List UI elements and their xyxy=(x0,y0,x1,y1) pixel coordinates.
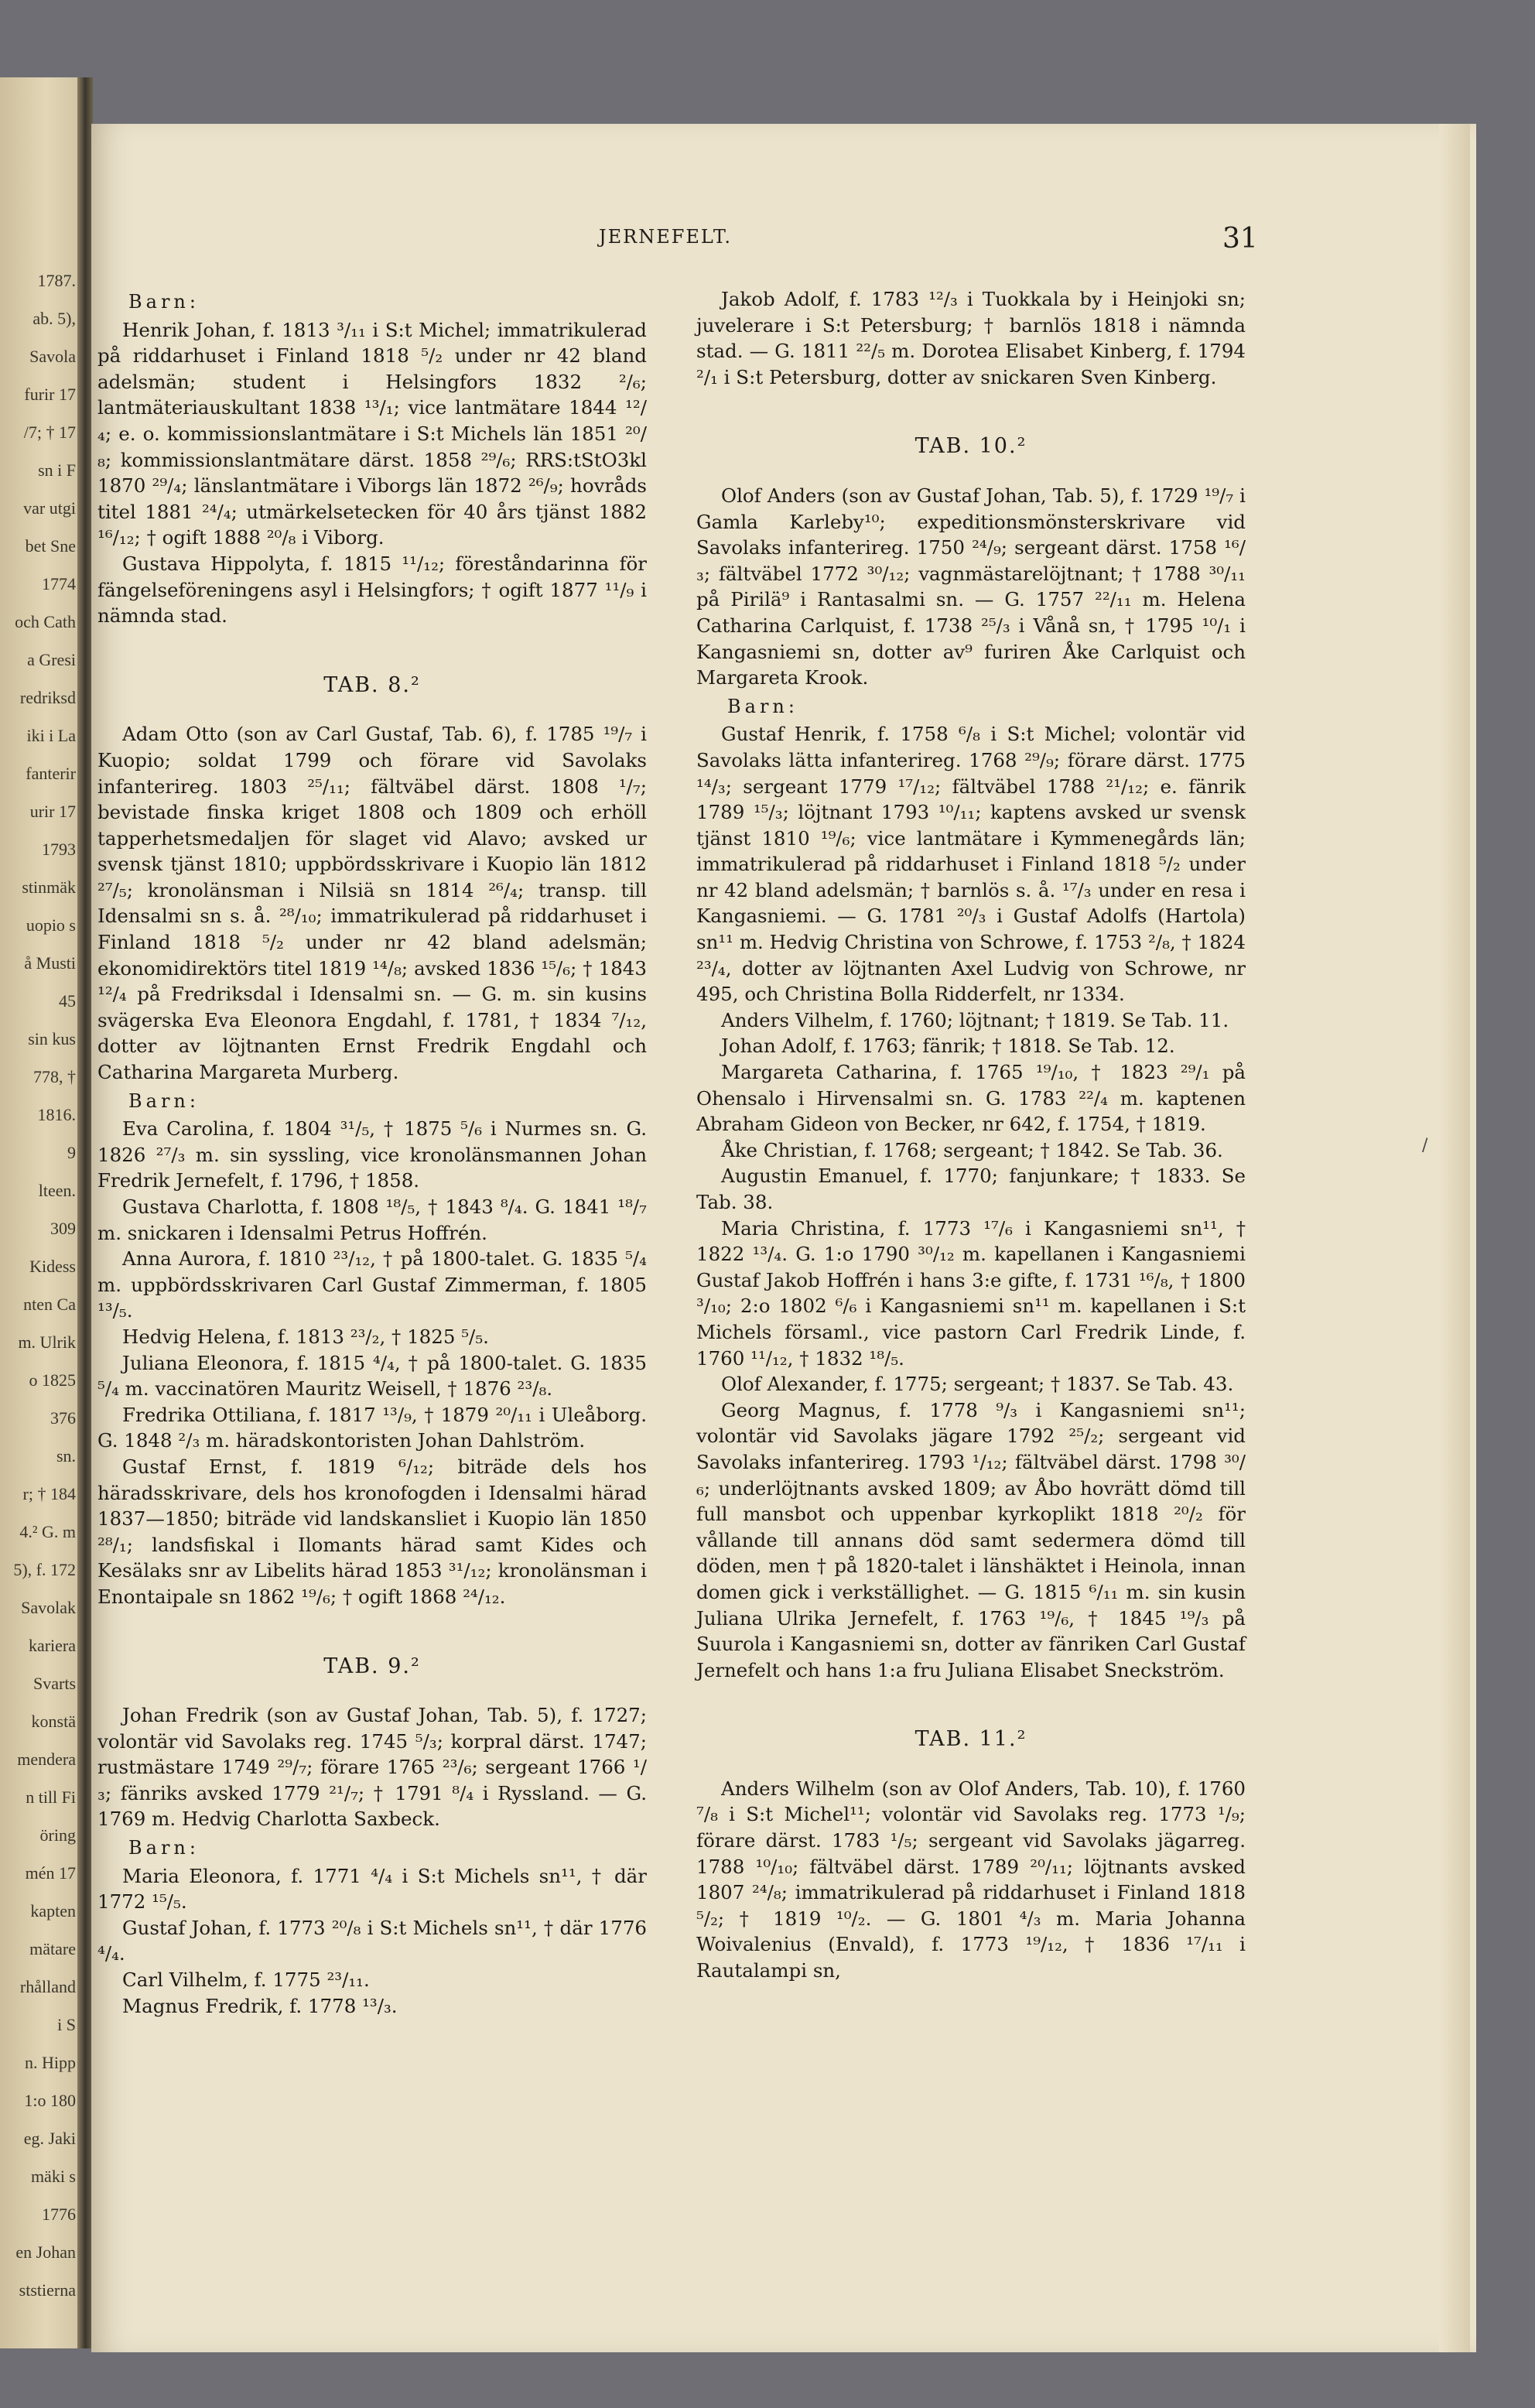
genealogy-entry: Gustava Hippolyta, f. 1815 ¹¹/₁₂; föreståndarinna för fängelseföreningens asyl i Helsingfors; † ogift 1877 ¹¹/₉ i nämnda stad. xyxy=(97,552,647,628)
margin-fragment: 1776 xyxy=(42,2204,76,2224)
margin-fragment: 1787. xyxy=(37,271,76,290)
margin-fragment: urir 17 xyxy=(29,802,76,821)
margin-fragment: ststierna xyxy=(19,2280,76,2300)
margin-fragment: 5), f. 172 xyxy=(13,1560,76,1579)
margin-fragment: lteen. xyxy=(38,1181,76,1200)
genealogy-entry: Jakob Adolf, f. 1783 ¹²/₃ i Tuokkala by i Heinjoki sn; juvelerare i S:t Petersburg; † barnlös 1818 i nämnda stad. — G. 1811 ²²/₅ m. Dorotea Elisabet Kinberg, f. 1794 ²/₁ i S:t Petersburg, dotter av snickaren Sven Kinberg. xyxy=(696,288,1246,388)
margin-fragment: å Musti xyxy=(24,953,76,973)
table-heading: TAB. 9.² xyxy=(323,1654,421,1678)
right-column xyxy=(696,286,1246,1984)
margin-fragment: fanterir xyxy=(26,764,76,783)
book-gutter xyxy=(77,77,93,2348)
margin-fragment: sn i F xyxy=(38,460,76,480)
table-heading: TAB. 10.² xyxy=(915,434,1027,459)
margin-fragment: öring xyxy=(39,1825,76,1845)
margin-fragment: eg. Jaki xyxy=(23,2129,76,2148)
genealogy-entry: Fredrika Ottiliana, f. 1817 ¹³/₉, † 1879 ²⁰/₁₁ i Uleåborg. G. 1848 ²/₃ m. häradskontoristen Johan Dahlström. xyxy=(97,1403,647,1452)
genealogy-entry: Anders Wilhelm (son av Olof Anders, Tab. 10), f. 1760 ⁷/₈ i S:t Michel¹¹; volontär vid Savolaks reg. 1773 ¹/₉; förare därst. 1783 ¹/₅; sergeant vid Savolaks jägarreg. 1788 ¹⁰/₁₀; fältväbel därst. 1789 ²⁰/₁₁; löjtnants avsked 1807 ²⁴/₈; immatrikulerad på riddarhuset i Finland 1818 ⁵/₂; † 1819 ¹⁰/₂. — G. 1801 ⁴/₃ m. Maria Johanna Woivalenius (Envald), f. 1773 ¹⁹/₁₂, † 1836 ¹⁷/₁₁ i Rautalampi sn, xyxy=(696,1777,1246,1982)
margin-fragment: redriksd xyxy=(19,688,76,707)
children-label: Barn: xyxy=(727,695,798,717)
genealogy-entry: Magnus Fredrik, f. 1778 ¹³/₃. xyxy=(122,1994,398,2017)
margin-fragment: Savolak xyxy=(21,1598,76,1617)
margin-fragment: furir 17 xyxy=(24,385,76,404)
genealogy-entry: Eva Carolina, f. 1804 ³¹/₅, † 1875 ⁵/₆ i Nurmes sn. G. 1826 ²⁷/₃ m. sin syssling, vice kronolänsmannen Johan Fredrik Jernefelt, f. 1796, † 1858. xyxy=(97,1117,647,1192)
children-label: Barn: xyxy=(128,291,200,313)
genealogy-entry: Olof Anders (son av Gustaf Johan, Tab. 5), f. 1729 ¹⁹/₇ i Gamla Karleby¹⁰; expeditionsmönsterskrivare vid Savolaks infanterireg. 1750 ²⁴/₉; sergeant därst. 1758 ¹⁶/₃; fältväbel 1772 ³⁰/₁₂; vagnmästarelöjtnant; † 1788 ³⁰/₁₁ på Pirilä⁹ i Rantasalmi sn. — G. 1757 ²²/₁₁ m. Helena Catharina Carlquist, f. 1738 ²⁵/₃ i Vånå sn, † 1795 ¹⁰/₁ i Kangasniemi sn, dotter av⁹ furiren Åke Carlquist och Margareta Krook. xyxy=(696,484,1246,689)
margin-fragment: uopio s xyxy=(26,915,76,935)
genealogy-entry: Maria Eleonora, f. 1771 ⁴/₄ i S:t Michels sn¹¹, † där 1772 ¹⁵/₅. xyxy=(97,1864,647,1914)
margin-fragment: Kidess xyxy=(29,1257,76,1276)
margin-fragment: 1816. xyxy=(37,1105,76,1124)
margin-fragment: 4.² G. m xyxy=(19,1522,76,1541)
margin-fragment: kariera xyxy=(28,1636,76,1655)
margin-fragment: stinmäk xyxy=(22,877,76,897)
genealogy-entry: Carl Vilhelm, f. 1775 ²³/₁₁. xyxy=(122,1968,370,1992)
margin-fragment: a Gresi xyxy=(27,650,76,669)
children-label: Barn: xyxy=(128,1837,200,1859)
margin-fragment: 1793 xyxy=(42,840,76,859)
margin-fragment: m. Ulrik xyxy=(18,1332,76,1352)
genealogy-entry: Augustin Emanuel, f. 1770; fanjunkare; † 1833. Se Tab. 38. xyxy=(696,1165,1246,1213)
margin-fragment: rhålland xyxy=(19,1977,76,1996)
genealogy-entry: Gustaf Ernst, f. 1819 ⁶/₁₂; biträde dels hos häradsskrivare, dels hos kronofogden i Idensalmi härad 1837—1850; biträde vid landskansliet i Kuopio län 1850 ²⁸/₁; landsfiskal i Ilomants härad samt Kides och Kesälaks snr av Libelits härad 1853 ³¹/₁₂; kronolänsman i Enontaipale sn 1862 ¹⁹/₆; † ogift 1868 ²⁴/₁₂. xyxy=(97,1455,647,1608)
genealogy-entry: Henrik Johan, f. 1813 ³/₁₁ i S:t Michel; immatrikulerad på riddarhuset i Finland 1818 ⁵/₂ under nr 42 bland adelsmän; student i Helsingfors 1832 ²/₆; lantmäteriauskultant 1838 ¹³/₁; vice lantmätare 1844 ¹²/₄; e. o. kommissionslantmätare i S:t Michels län 1851 ²⁰/₈; kommissionslantmätare därst. 1858 ²⁹/₆; RRS:tStO3kl 1870 ²⁹/₄; länslantmätare i Viborgs län 1872 ²⁶/₉; hovråds titel 1881 ²⁴/₄; utmärkelsetecken för 40 års tjänst 1882 ¹⁶/₁₂; † ogift 1888 ²⁰/₈ i Viborg. xyxy=(97,318,647,549)
genealogy-entry: Gustaf Johan, f. 1773 ²⁰/₈ i S:t Michels sn¹¹, † där 1776 ⁴/₄. xyxy=(97,1916,647,1965)
margin-fragment: o 1825 xyxy=(29,1370,76,1390)
margin-fragment: Savola xyxy=(29,347,76,366)
margin-fragment: /7; † 17 xyxy=(23,422,76,442)
table-heading: TAB. 11.² xyxy=(915,1727,1027,1752)
genealogy-entry: Gustava Charlotta, f. 1808 ¹⁸/₅, † 1843 ⁸/₄. G. 1841 ¹⁸/₇ m. snickaren i Idensalmi Petrus Hoffrén. xyxy=(97,1195,647,1244)
margin-fragment: mätare xyxy=(29,1939,76,1958)
genealogy-entry: Juliana Eleonora, f. 1815 ⁴/₄, † på 1800-talet. G. 1835 ⁵/₄ m. vaccinatören Mauritz Weisell, † 1876 ²³/₈. xyxy=(97,1351,647,1401)
margin-fragment: ab. 5), xyxy=(32,309,76,328)
margin-fragment: n till Fi xyxy=(26,1787,76,1807)
genealogy-entry: Maria Christina, f. 1773 ¹⁷/₆ i Kangasniemi sn¹¹, † 1822 ¹³/₄. G. 1:o 1790 ³⁰/₁₂ m. kapellanen i Kangasniemi Gustaf Jakob Hoffrén i hans 3:e gifte, f. 1731 ¹⁶/₈, † 1800 ³/₁₀; 2:o 1802 ⁶/₆ i Kangasniemi sn¹¹ m. kapellanen i S:t Michels församl., vice pastorn Carl Fredrik Linde, f. 1760 ¹¹/₁₂, † 1832 ¹⁸/₅. xyxy=(696,1216,1246,1370)
margin-fragment: kapten xyxy=(30,1901,76,1921)
margin-fragment: 9 xyxy=(67,1143,76,1162)
table-heading: TAB. 8.² xyxy=(323,672,421,697)
margin-fragment: iki i La xyxy=(26,726,76,745)
margin-fragment: sin kus xyxy=(28,1029,76,1048)
genealogy-entry: Anna Aurora, f. 1810 ²³/₁₂, † på 1800-talet. G. 1835 ⁵/₄ m. uppbördsskrivaren Carl Gustaf Zimmerman, f. 1805 ¹³/₅. xyxy=(97,1247,647,1322)
genealogy-entry: Hedvig Helena, f. 1813 ²³/₂, † 1825 ⁵/₅. xyxy=(122,1325,489,1348)
genealogy-entry: Anders Vilhelm, f. 1760; löjtnant; † 1819. Se Tab. 11. xyxy=(721,1008,1229,1031)
margin-fragment: 778, † xyxy=(33,1067,76,1086)
margin-fragment: n. Hipp xyxy=(25,2053,76,2072)
margin-fragment: och Cath xyxy=(15,612,76,631)
margin-fragment: i S xyxy=(57,2015,76,2034)
margin-fragment: nten Ca xyxy=(23,1295,76,1314)
margin-fragment: r; † 184 xyxy=(22,1484,76,1503)
children-label: Barn: xyxy=(128,1089,200,1112)
running-head: JERNEFELT. xyxy=(599,226,732,248)
margin-fragment: mén 17 xyxy=(25,1863,76,1883)
margin-fragment: 376 xyxy=(50,1408,76,1428)
margin-fragment: var utgi xyxy=(23,498,76,518)
margin-fragment: konstä xyxy=(31,1712,76,1731)
page-header xyxy=(0,223,1535,257)
previous-page-strip xyxy=(0,77,84,2348)
margin-fragment: mäki s xyxy=(30,2167,76,2186)
genealogy-entry: Olof Alexander, f. 1775; sergeant; † 1837. Se Tab. 43. xyxy=(721,1373,1234,1396)
margin-fragment: 1:o 180 xyxy=(24,2091,76,2110)
margin-fragment: mendera xyxy=(17,1750,76,1769)
genealogy-entry: Adam Otto (son av Carl Gustaf, Tab. 6), f. 1785 ¹⁹/₇ i Kuopio; soldat 1799 och förare vid Savolaks infanterireg. 1803 ²⁵/₁₁; fältväbel därst. 1808 ¹/₇; bevistade finska kriget 1808 och 1809 och erhöll tapperhetsmedaljen för slaget vid Alavo; avsked ur svensk tjänst 1810; uppbördsskrivare i Kuopio län 1812 ²⁷/₅; kronolänsman i Nilsiä sn 1814 ²⁶/₄; transp. till Idensalmi sn s. å. ²⁸/₁₀; immatrikulerad på riddarhuset i Finland 1818 ⁵/₂ under nr 42 bland adelsmän; ekonomidirektörs titel 1819 ¹⁴/₈; avsked 1836 ¹⁵/₆; † 1843 ¹²/₄ på Fredriksdal i Idensalmi sn. — G. m. sin kusins svägerska Eva Eleonora Engdahl, f. 1781, † 1834 ⁷/₁₂, dotter av löjtnanten Ernst Fredrik Engdahl och Catharina Margareta Murberg. xyxy=(97,723,647,1084)
pencil-margin-mark: / xyxy=(1422,1136,1428,1155)
margin-fragment: Svarts xyxy=(33,1674,76,1693)
page-number: 31 xyxy=(1222,223,1258,255)
margin-fragment: 1774 xyxy=(42,574,76,593)
genealogy-entry: Gustaf Henrik, f. 1758 ⁶/₈ i S:t Michel; volontär vid Savolaks lätta infanterireg. 1768 ²⁹/₉; förare därst. 1775 ¹⁴/₃; sergeant 1779 ¹⁷/₁₂; fältväbel 1788 ²¹/₁₂; e. fänrik 1789 ¹⁵/₃; löjtnant 1793 ¹⁰/₁₁; kaptens avsked ur svensk tjänst 1810 ¹⁹/₆; vice lantmätare i Kymmenegårds län; immatrikulerad på riddarhuset i Finland 1818 ⁵/₂ under nr 42 bland adelsmän; † barnlös s. å. ¹⁷/₃ under en resa i Kangasniemi. — G. 1781 ²⁰/₃ i Gustaf Adolfs (Hartola) sn¹¹ m. Hedvig Christina von Schrowe, f. 1753 ²/₈, † 1824 ²³/₄, dotter av löjtnanten Axel Ludvig von Schrowe, nr 495, och Christina Bolla Ridderfelt, nr 1334. xyxy=(696,723,1246,1006)
left-column xyxy=(97,286,647,2019)
genealogy-entry: Margareta Catharina, f. 1765 ¹⁹/₁₀, † 1823 ²⁹/₁ på Ohensalo i Hirvensalmi sn. G. 1783 ²²/₄ m. kaptenen Abraham Gideon von Becker, nr 642, f. 1754, † 1819. xyxy=(696,1061,1246,1136)
margin-fragment: en Johan xyxy=(15,2242,76,2262)
margin-fragment: 309 xyxy=(50,1219,76,1238)
genealogy-entry: Johan Fredrik (son av Gustaf Johan, Tab. 5), f. 1727; volontär vid Savolaks reg. 1745 ⁵/₃; korpral därst. 1747; rustmästare 1749 ²⁹/₇; förare 1765 ²³/₆; sergeant 1766 ¹/₃; fänriks avsked 1779 ²¹/₇; † 1791 ⁸/₄ i Ryssland. — G. 1769 m. Hedvig Charlotta Saxbeck. xyxy=(97,1704,647,1831)
page-edge xyxy=(1439,124,1470,2352)
genealogy-entry: Åke Christian, f. 1768; sergeant; † 1842. Se Tab. 36. xyxy=(721,1138,1223,1161)
margin-fragment: 45 xyxy=(59,991,76,1011)
margin-fragment: sn. xyxy=(56,1446,76,1466)
margin-fragment: bet Sne xyxy=(25,536,76,556)
genealogy-entry: Georg Magnus, f. 1778 ⁹/₃ i Kangasniemi sn¹¹; volontär vid Savolaks jägare 1792 ²⁵/₂; sergeant vid Savolaks infanterireg. 1793 ¹/₁₂; fältväbel därst. 1798 ³⁰/₆; underlöjtnants avsked 1809; av Åbo hovrätt dömd till full mansbot och uppenbar kyrkoplikt 1818 ²⁰/₂ för vållande till annans död samt sedermera dömd till döden, men † på 1820-talet i länshäktet i Heinola, innan domen gick i verkställighet. — G. 1815 ⁶/₁₁ m. sin kusin Juliana Ulrika Jernefelt, f. 1763 ¹⁹/₆, † 1845 ¹⁹/₃ på Suurola i Kangasniemi sn, dotter av fänriken Carl Gustaf Jernefelt och hans 1:a fru Juliana Elisabet Sneckström. xyxy=(696,1398,1246,1681)
genealogy-entry: Johan Adolf, f. 1763; fänrik; † 1818. Se Tab. 12. xyxy=(721,1035,1175,1058)
